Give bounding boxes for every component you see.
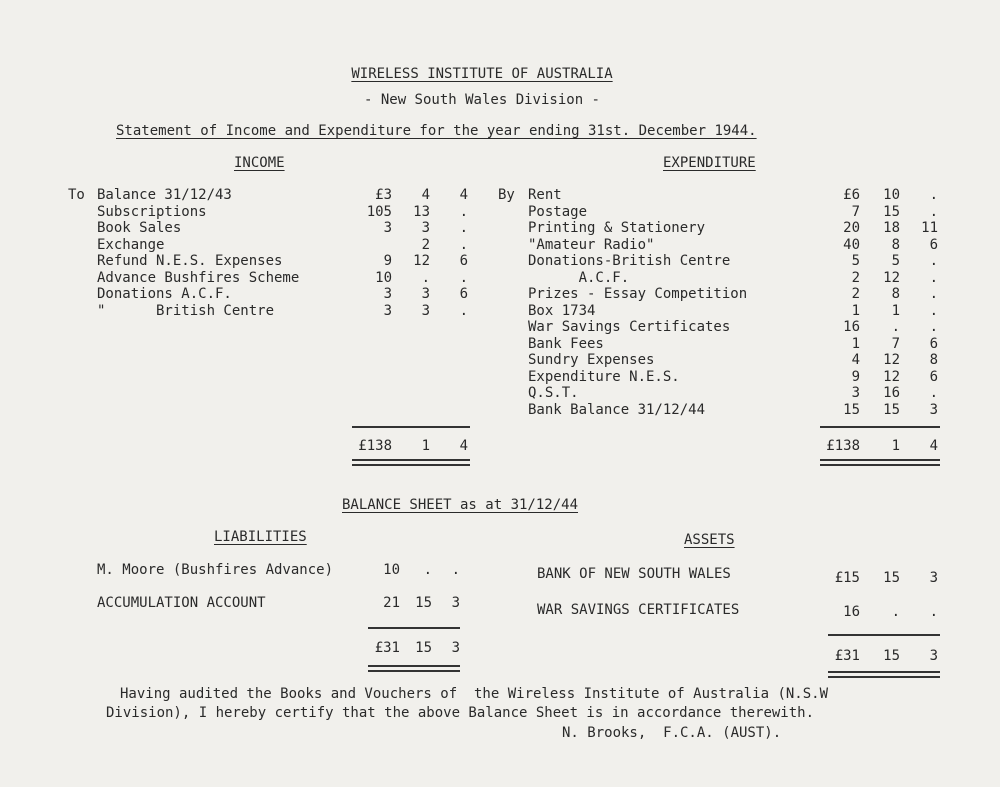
income-shillings: 4 (421, 187, 430, 203)
expenditure-label: Sundry Expenses (528, 352, 655, 368)
liability-shillings: 15 (415, 595, 432, 611)
income-label: " British Centre (97, 302, 275, 319)
liabilities-total-pence: 3 (451, 640, 460, 656)
asset-pounds: £15 (834, 570, 860, 586)
assets-total-pounds: £31 (834, 648, 860, 664)
expenditure-label: A.C.F. (528, 269, 630, 286)
liabilities-total-pounds: £31 (374, 640, 400, 656)
income-total-shillings: 1 (421, 438, 430, 454)
income-label: Balance 31/12/43 (97, 187, 232, 203)
expenditure-shillings: 8 (891, 236, 900, 253)
liability-shillings: . (423, 562, 432, 578)
assets-total-row (0, 648, 1000, 664)
income-total-pence: 4 (459, 438, 468, 454)
liabilities-total-shillings: 15 (415, 640, 432, 656)
expenditure-shillings: 12 (883, 368, 900, 385)
liability-pence: 3 (451, 595, 460, 611)
expenditure-pounds: 9 (851, 368, 860, 385)
income-shillings: 3 (421, 302, 430, 319)
expenditure-pence: . (929, 385, 938, 401)
expenditure-label: Bank Balance 31/12/44 (528, 401, 706, 418)
assets-total-double-rule (828, 671, 940, 678)
income-label: Subscriptions (97, 203, 207, 220)
expenditure-pounds: 1 (851, 302, 860, 319)
liability-pence: . (451, 562, 460, 578)
expenditure-row (0, 319, 1000, 335)
income-pence: . (459, 203, 468, 220)
expenditure-pounds: 2 (851, 269, 860, 286)
liability-pounds: 21 (383, 595, 400, 611)
expenditure-pounds: 1 (851, 335, 860, 352)
liability-label: M. Moore (Bushfires Advance) (97, 562, 334, 578)
income-shillings: 12 (413, 253, 430, 269)
expenditure-pounds: 20 (843, 220, 860, 236)
income-total-pounds: £138 (358, 438, 392, 454)
expenditure-pounds: 3 (851, 385, 860, 401)
expenditure-pence: . (929, 203, 938, 220)
expenditure-heading: EXPENDITURE (663, 155, 756, 171)
assets-total-pence: 3 (929, 648, 938, 664)
expenditure-label: Printing & Stationery (528, 220, 706, 236)
income-heading: INCOME (234, 155, 285, 171)
expenditure-row (0, 204, 1000, 220)
assets-total-rule (828, 634, 940, 636)
income-pounds: 10 (375, 269, 392, 286)
expenditure-label: Bank Fees (528, 335, 604, 352)
income-pence: . (459, 236, 468, 253)
asset-row (0, 566, 1000, 586)
statement-title: Statement of Income and Expenditure for the year ending 31st. December 1944. (116, 123, 757, 139)
expenditure-pounds: 5 (851, 253, 860, 269)
expenditure-shillings: 12 (883, 269, 900, 286)
income-pounds: £3 (375, 187, 392, 203)
expenditure-shillings: 8 (891, 286, 900, 302)
exp-total-pounds: £138 (826, 438, 860, 454)
expenditure-pounds: £6 (843, 187, 860, 203)
asset-pence: 3 (929, 570, 938, 586)
income-label: Exchange (97, 236, 165, 253)
liabilities-total-double-rule (368, 665, 460, 672)
income-pence: 4 (459, 187, 468, 203)
expenditure-pence: . (929, 319, 938, 335)
expenditure-row (0, 303, 1000, 319)
liabilities-heading: LIABILITIES (214, 529, 307, 545)
expenditure-label: Box 1734 (528, 302, 596, 319)
expenditure-row (0, 402, 1000, 418)
expenditure-row (0, 336, 1000, 352)
expenditure-pounds: 4 (851, 352, 860, 368)
expenditure-row (0, 352, 1000, 368)
expenditure-pounds: 7 (851, 203, 860, 220)
expenditure-label: Postage (528, 203, 588, 220)
expenditure-pence: . (929, 269, 938, 286)
expenditure-pence: . (929, 286, 938, 302)
expenditure-pence: 8 (929, 352, 938, 368)
expenditure-shillings: 18 (883, 220, 900, 236)
balance-sheet-heading: BALANCE SHEET as at 31/12/44 (342, 497, 579, 513)
exp-total-rule (820, 426, 940, 428)
income-pence: . (459, 269, 468, 286)
expenditure-row (0, 187, 1000, 203)
expenditure-label: Donations-British Centre (528, 253, 731, 269)
expenditure-pence: . (929, 253, 938, 269)
expenditure-pence: . (929, 302, 938, 319)
income-pence: 6 (459, 286, 468, 302)
expenditure-label: War Savings Certificates (528, 319, 731, 335)
assets-heading: ASSETS (684, 532, 735, 548)
expenditure-shillings: 12 (883, 352, 900, 368)
expenditure-row (0, 237, 1000, 253)
expenditure-shillings: . (891, 319, 900, 335)
expenditure-pounds: 2 (851, 286, 860, 302)
income-shillings: 3 (421, 220, 430, 236)
expenditure-shillings: 7 (891, 335, 900, 352)
expenditure-pence: 6 (929, 368, 938, 385)
expenditure-shillings: 5 (891, 253, 900, 269)
income-label: Donations A.C.F. (97, 286, 232, 302)
expenditure-label: "Amateur Radio" (528, 236, 655, 253)
exp-total-double-rule (820, 459, 940, 466)
income-shillings: . (421, 269, 430, 286)
asset-row (0, 602, 1000, 618)
expenditure-shillings: 16 (883, 385, 900, 401)
expenditure-row (0, 385, 1000, 401)
expenditure-pence: . (929, 187, 938, 203)
expenditure-row (0, 220, 1000, 236)
assets-total-shillings: 15 (883, 648, 900, 664)
expenditure-shillings: 15 (883, 401, 900, 418)
asset-shillings: . (891, 604, 900, 620)
liabilities-total-rule (368, 627, 460, 629)
expenditure-shillings: 15 (883, 203, 900, 220)
income-pounds: 3 (383, 286, 392, 302)
expenditure-label: Rent (528, 187, 562, 203)
income-pounds: 3 (383, 302, 392, 319)
expenditure-pence: 11 (921, 220, 938, 236)
exp-total-row (0, 438, 1000, 454)
income-pounds: 105 (366, 203, 392, 220)
expenditure-pence: 6 (929, 236, 938, 253)
liability-pounds: 10 (383, 562, 400, 578)
income-label: Book Sales (97, 220, 182, 236)
expenditure-row (0, 369, 1000, 385)
income-pounds: 3 (383, 220, 392, 236)
expenditure-pounds: 15 (843, 401, 860, 418)
expenditure-label: Expenditure N.E.S. (528, 368, 680, 385)
certification-line-1: Having audited the Books and Vouchers of the Wireless Institute of Australia (N.S.W (120, 686, 829, 702)
division-subtitle: - New South Wales Division - (363, 92, 600, 108)
expenditure-row (0, 286, 1000, 302)
asset-label: WAR SAVINGS CERTIFICATES (537, 602, 740, 618)
expenditure-label: Prizes - Essay Competition (528, 286, 748, 302)
income-shillings: 2 (421, 236, 430, 253)
income-label: Advance Bushfires Scheme (97, 269, 300, 286)
liability-label: ACCUMULATION ACCOUNT (97, 595, 266, 611)
expenditure-label: Q.S.T. (528, 385, 579, 401)
expenditure-pounds: 40 (843, 236, 860, 253)
income-total-double-rule (352, 459, 470, 466)
income-total-rule (352, 426, 470, 428)
asset-label: BANK OF NEW SOUTH WALES (537, 566, 731, 582)
asset-pence: . (929, 604, 938, 620)
income-shillings: 13 (413, 203, 430, 220)
asset-pounds: 16 (843, 604, 860, 620)
asset-shillings: 15 (883, 570, 900, 586)
income-shillings: 3 (421, 286, 430, 302)
income-pence: 6 (459, 253, 468, 269)
certification-line-2: Division), I hereby certify that the above Balance Sheet is in accordance therewith. (106, 705, 815, 721)
expenditure-row (0, 270, 1000, 286)
expenditure-pounds: 16 (843, 319, 860, 335)
expenditure-pence: 3 (929, 401, 938, 418)
org-title: WIRELESS INSTITUTE OF AUSTRALIA (351, 66, 613, 82)
income-label: Refund N.E.S. Expenses (97, 253, 283, 269)
expenditure-shillings: 1 (891, 302, 900, 319)
auditor-signature: N. Brooks, F.C.A. (AUST). (562, 725, 782, 741)
income-prefix: To (68, 187, 85, 203)
exp-total-shillings: 1 (891, 438, 900, 454)
expenditure-row (0, 253, 1000, 269)
expenditure-pence: 6 (929, 335, 938, 352)
expenditure-prefix: By (498, 187, 515, 203)
income-pounds: 9 (383, 253, 392, 269)
exp-total-pence: 4 (929, 438, 938, 454)
income-pence: . (459, 220, 468, 236)
income-pence: . (459, 302, 468, 319)
expenditure-shillings: 10 (883, 187, 900, 203)
